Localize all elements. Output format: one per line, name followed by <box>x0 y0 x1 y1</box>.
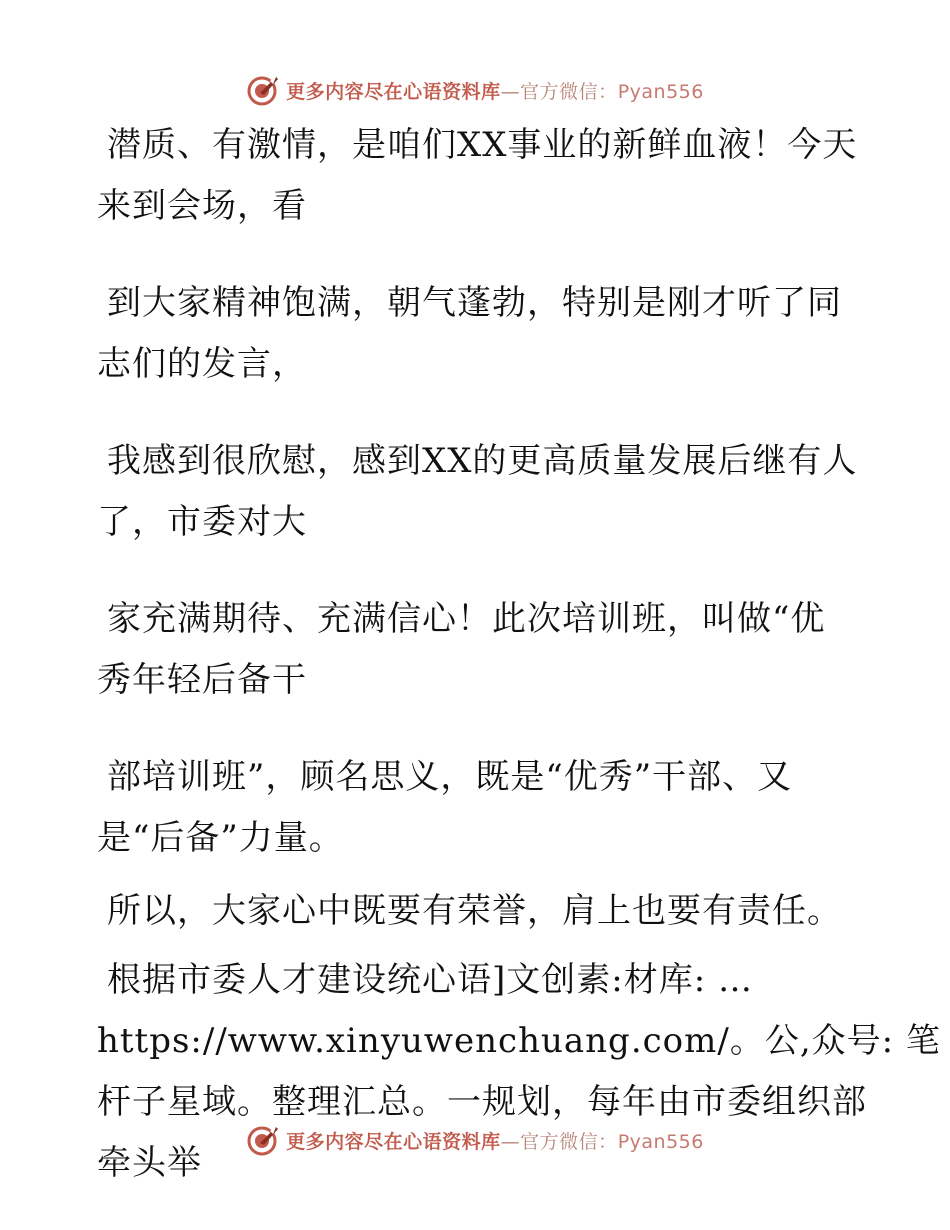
body-line: 来到会场，看 <box>97 186 307 226</box>
header-watermark-text <box>286 77 704 104</box>
body-line: 牵头举 <box>97 1143 202 1183</box>
quill-pen-logo-icon <box>246 1123 280 1157</box>
body-line: 志们的发言， <box>97 344 307 384</box>
footer-dash: — <box>500 1130 521 1153</box>
footer-wechat-id: Pyan556 <box>617 1130 704 1153</box>
document-body <box>97 115 941 1194</box>
body-line: 家充满期待、充满信心！此次培训班，叫做“优 <box>107 599 826 639</box>
footer-watermark-banner <box>0 1120 950 1160</box>
footer-brand-text: 更多内容尽在心语资料库 <box>286 1130 501 1153</box>
header-watermark-banner <box>0 70 950 110</box>
header-wechat-label: 官方微信： <box>520 80 618 103</box>
body-line: 到大家精神饱满，朝气蓬勃，特别是刚才听了同 <box>107 283 842 323</box>
body-line: 所以，大家心中既要有荣誉，肩上也要有责任。 <box>107 891 842 931</box>
footer-wechat-label: 官方微信： <box>520 1130 618 1153</box>
body-line: 了，市委对大 <box>97 502 307 542</box>
body-line: 根据市委人才建设统心语]文创素:材库: … <box>107 960 753 1000</box>
body-line: 杆子星域。整理汇总。一规划，每年由市委组织部 <box>97 1082 867 1122</box>
body-line: 部培训班”，顾名思义，既是“优秀”干部、又 <box>107 757 793 797</box>
header-wechat-id: Pyan556 <box>617 80 704 103</box>
body-line: 秀年轻后备干 <box>97 660 307 700</box>
body-line: 潜质、有激情，是咱们XX事业的新鲜血液！今天 <box>107 125 858 165</box>
quill-pen-logo-icon <box>246 73 280 107</box>
body-line: 是“后备”力量。 <box>97 818 344 858</box>
body-line: 我感到很欣慰，感到XX的更高质量发展后继有人 <box>107 441 858 481</box>
footer-watermark-text <box>286 1127 704 1154</box>
body-line-url: https://www.xinyuwenchuang.com/。公,众号: 笔 <box>97 1021 941 1061</box>
header-brand-text: 更多内容尽在心语资料库 <box>286 80 501 103</box>
header-dash: — <box>500 80 521 103</box>
